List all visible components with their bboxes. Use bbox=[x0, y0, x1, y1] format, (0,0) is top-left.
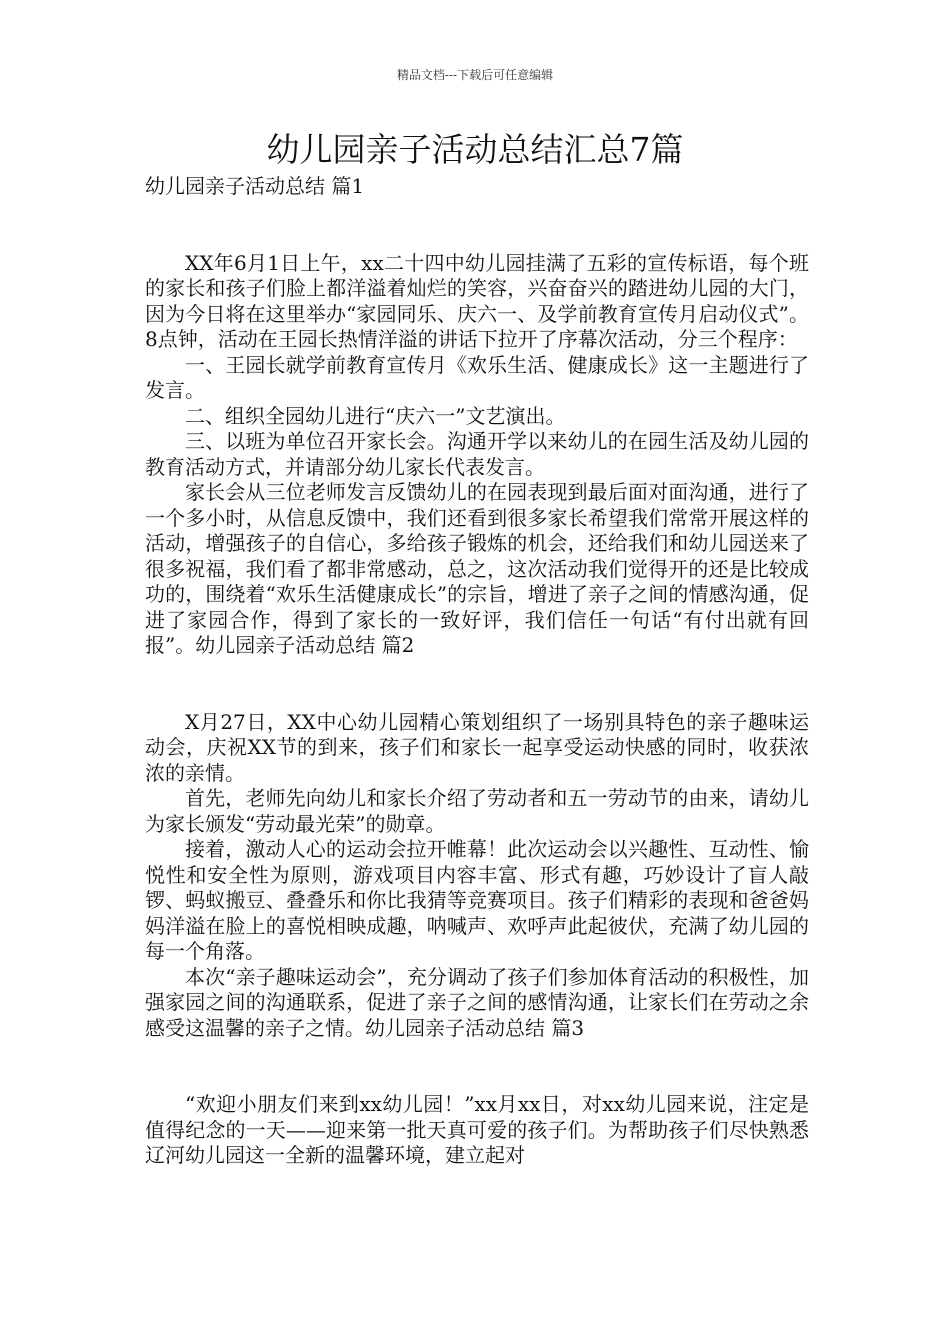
document-body bbox=[145, 174, 809, 1169]
blank-gap bbox=[145, 1041, 809, 1092]
blank-gap bbox=[145, 200, 809, 251]
paragraph: X月27日，XX中心幼儿园精心策划组织了一场别具特色的亲子趣味运动会，庆祝XX节的到来，孩子们和家长一起享受运动快感的同时，收获浓浓的亲情。 bbox=[145, 709, 809, 785]
paragraph: “欢迎小朋友们来到xx幼儿园！”xx月xx日，对xx幼儿园来说，注定是值得纪念的一天——迎来第一批天真可爱的孩子们。为帮助孩子们尽快熟悉辽河幼儿园这一全新的温馨环境，建立起对 bbox=[145, 1092, 809, 1167]
blank-gap bbox=[145, 659, 809, 710]
document-title: 幼儿园亲子活动总结汇总7篇 bbox=[266, 130, 684, 169]
paragraph: 三、以班为单位召开家长会。沟通开学以来幼儿的在园生活及幼儿园的教育活动方式，并请部分幼儿家长代表发言。 bbox=[145, 429, 809, 479]
paragraph: 二、组织全园幼儿进行“庆六一”文艺演出。 bbox=[185, 403, 566, 428]
page-header: 精品文档---下载后可任意编辑 bbox=[396, 68, 554, 82]
paragraph: 本次“亲子趣味运动会”，充分调动了孩子们参加体育活动的积极性，加强家园之间的沟通联系，促进了亲子之间的感情沟通，让家长们在劳动之余感受这温馨的亲子之情。幼儿园亲子活动总结 篇3 bbox=[145, 964, 809, 1040]
paragraph: 首先，老师先向幼儿和家长介绍了劳动者和五一劳动节的由来，请幼儿为家长颁发“劳动最光荣”的勋章。 bbox=[145, 786, 809, 836]
paragraph: 家长会从三位老师发言反馈幼儿的在园表现到最后面对面沟通，进行了一个多小时，从信息反馈中，我们还看到很多家长希望我们常常开展这样的活动，增强孩子的自信心，多给孩子锻炼的机会，还给我们和幼儿园送来了很多祝福，我们看了都非常感动，总之，这次活动我们觉得开的还是比较成功的，围绕着“欢乐生活健康成长”的宗旨，增进了亲子之间的情感沟通，促进了家园合作，得到了家长的一致好评，我们信任一句话“有付出就有回报”。幼儿园亲子活动总结 篇2 bbox=[145, 480, 809, 657]
paragraph: XX年6月1日上午，xx二十四中幼儿园挂满了五彩的宣传标语，每个班的家长和孩子们脸上都洋溢着灿烂的笑容，兴奋奋兴的踏进幼儿园的大门，因为今日将在这里举办“家园同乐、庆六一、及学前教育宣传月启动仪式”。8点钟，活动在王园长热情洋溢的讲话下拉开了序幕次活动，分三个程序： bbox=[145, 250, 809, 351]
section-heading-1: 幼儿园亲子活动总结 篇1 bbox=[145, 174, 365, 198]
paragraph: 接着，激动人心的运动会拉开帷幕！此次运动会以兴趣性、互动性、愉悦性和安全性为原则，游戏项目内容丰富、形式有趣，巧妙设计了盲人敲锣、蚂蚁搬豆、叠叠乐和你比我猜等竞赛项目。孩子们精彩的表现和爸爸妈妈洋溢在脸上的喜悦相映成趣，呐喊声、欢呼声此起彼伏，充满了幼儿园的每一个角落。 bbox=[145, 837, 809, 963]
paragraph: 一、王园长就学前教育宣传月《欢乐生活、健康成长》这一主题进行了发言。 bbox=[145, 352, 809, 402]
